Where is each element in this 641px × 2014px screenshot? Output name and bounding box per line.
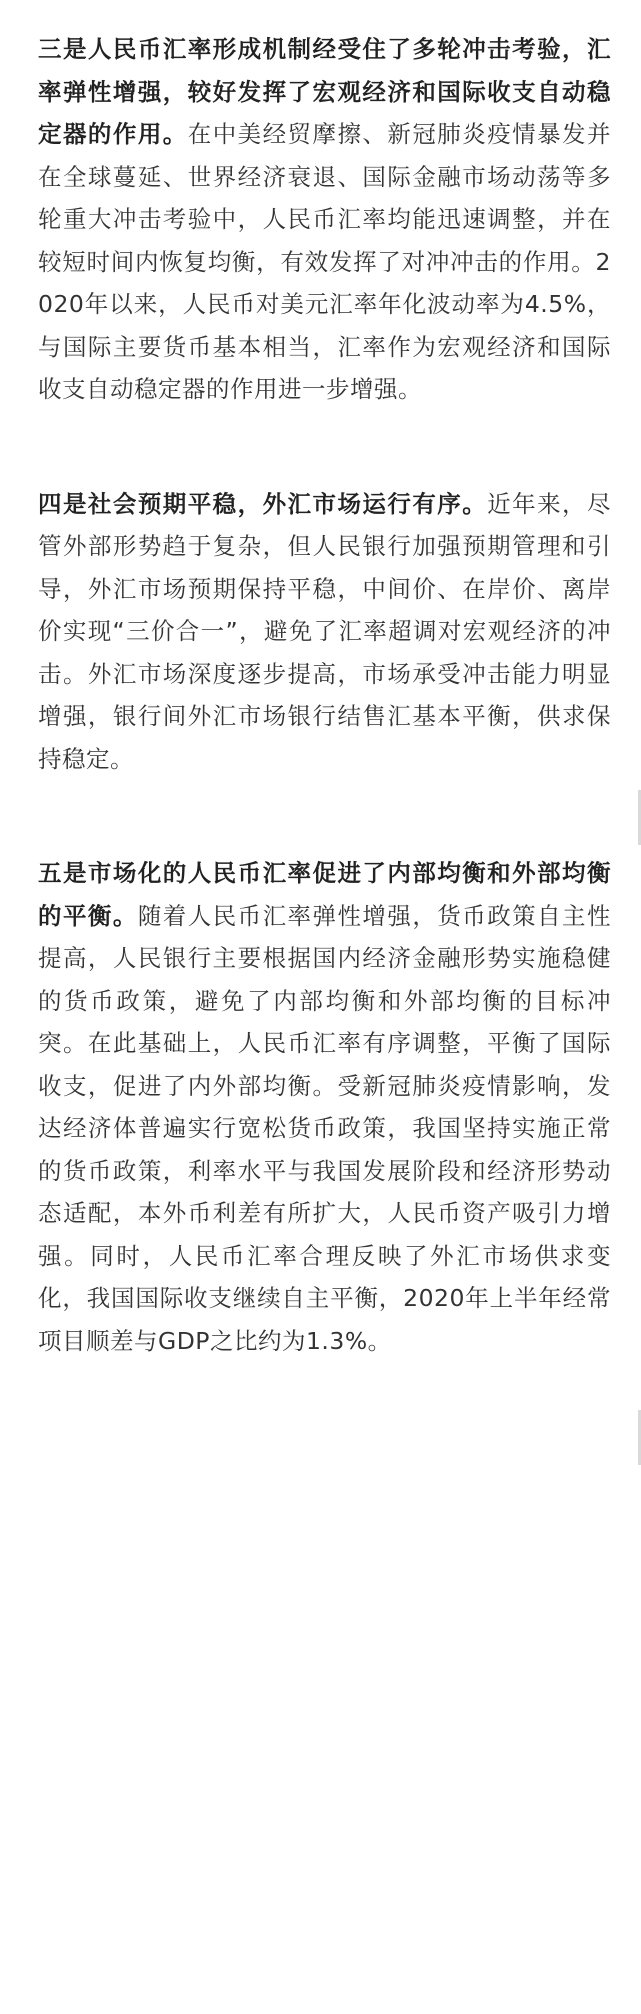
paragraph-text: 近年来，尽管外部形势趋于复杂，但人民银行加强预期管理和引导，外汇市场预期保持平稳，中间价、在岸价、离岸价实现“三价合一”，避免了汇率超调对宏观经济的冲击。外汇市场深度逐步提高，市场承受冲击能力明显增强，银行间外汇市场银行结售汇基本平衡，供求保持稳定。: [38, 489, 612, 773]
paragraph-text: 随着人民币汇率弹性增强，货币政策自主性提高，人民银行主要根据国内经济金融形势实施稳健的货币政策，避免了内部均衡和外部均衡的目标冲突。在此基础上，人民币汇率有序调整，平衡了国际收支，促进了内外部均衡。受新冠肺炎疫情影响，发达经济体普遍实行宽松货币政策，我国坚持实施正常的货币政策，利率水平与我国发展阶段和经济形势动态适配，本外币利差有所扩大，人民币资产吸引力增强。同时，人民币汇率合理反映了外汇市场供求变化，我国国际收支继续自主平衡，2020年上半年经常项目顺差与GDP之比约为1.3%。: [38, 901, 612, 1355]
paragraph-internal-external-balance: [38, 852, 611, 1362]
paragraph-lead: 四是社会预期平稳，外汇市场运行有序。: [38, 489, 488, 518]
paragraph-market-expectations: [38, 483, 611, 781]
paragraph-exchange-rate-mechanism: [38, 28, 611, 411]
paragraph-lead: 五是市场化的人民币汇率促进了内部均衡和外部均衡的平衡。: [38, 859, 611, 930]
paragraph-lead: 三是人民币汇率形成机制经受住了多轮冲击考验，汇率弹性增强，较好发挥了宏观经济和国际收支自动稳定器的作用。: [38, 35, 611, 148]
paragraph-text: 在中美经贸摩擦、新冠肺炎疫情暴发并在全球蔓延、世界经济衰退、国际金融市场动荡等多轮重大冲击考验中，人民币汇率均能迅速调整，并在较短时间内恢复均衡，有效发挥了对冲冲击的作用。2020年以来，人民币对美元汇率年化波动率为4.5%，与国际主要货币基本相当，汇率作为宏观经济和国际收支自动稳定器的作用进一步增强。: [38, 120, 612, 403]
